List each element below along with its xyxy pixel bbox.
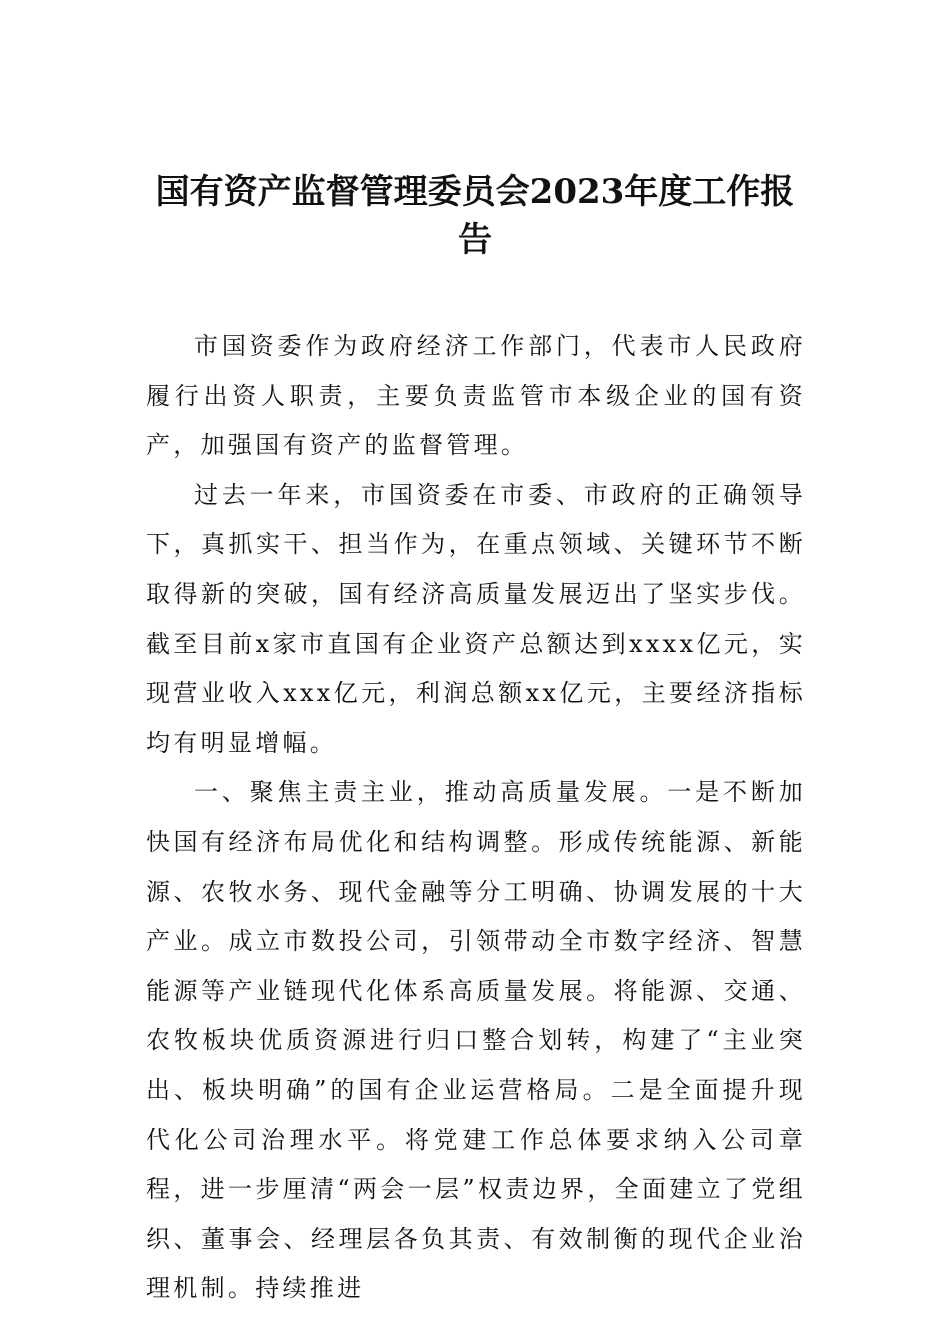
document-title: 国有资产监督管理委员会2023年度工作报告 (155, 172, 795, 260)
document-body (146, 322, 806, 1314)
paragraph-intro: 市国资委作为政府经济工作部门，代表市人民政府履行出资人职责，主要负责监管市本级企业的国有资产，加强国有资产的监督管理。 (146, 332, 806, 460)
paragraph-review: 过去一年来，市国资委在市委、市政府的正确领导下，真抓实干、担当作为，在重点领域、关键环节不断取得新的突破，国有经济高质量发展迈出了坚实步伐。截至目前x家市直国有企业资产总额达到xxxx亿元，实现营业收入xxx亿元，利润总额xx亿元，主要经济指标均有明显增幅。 (146, 480, 806, 757)
paragraph-section-one: 一、聚焦主责主业，推动高质量发展。一是不断加快国有经济布局优化和结构调整。形成传统能源、新能源、农牧水务、现代金融等分工明确、协调发展的十大产业。成立市数投公司，引领带动全市数字经济、智慧能源等产业链现代化体系高质量发展。将能源、交通、农牧板块优质资源进行归口整合划转，构建了“主业突出、板块明确”的国有企业运营格局。二是全面提升现代化公司治理水平。将党建工作总体要求纳入公司章程，进一步厘清“两会一层”权责边界，全面建立了党组织、董事会、经理层各负其责、有效制衡的现代企业治理机制。持续推进 (146, 778, 806, 1303)
